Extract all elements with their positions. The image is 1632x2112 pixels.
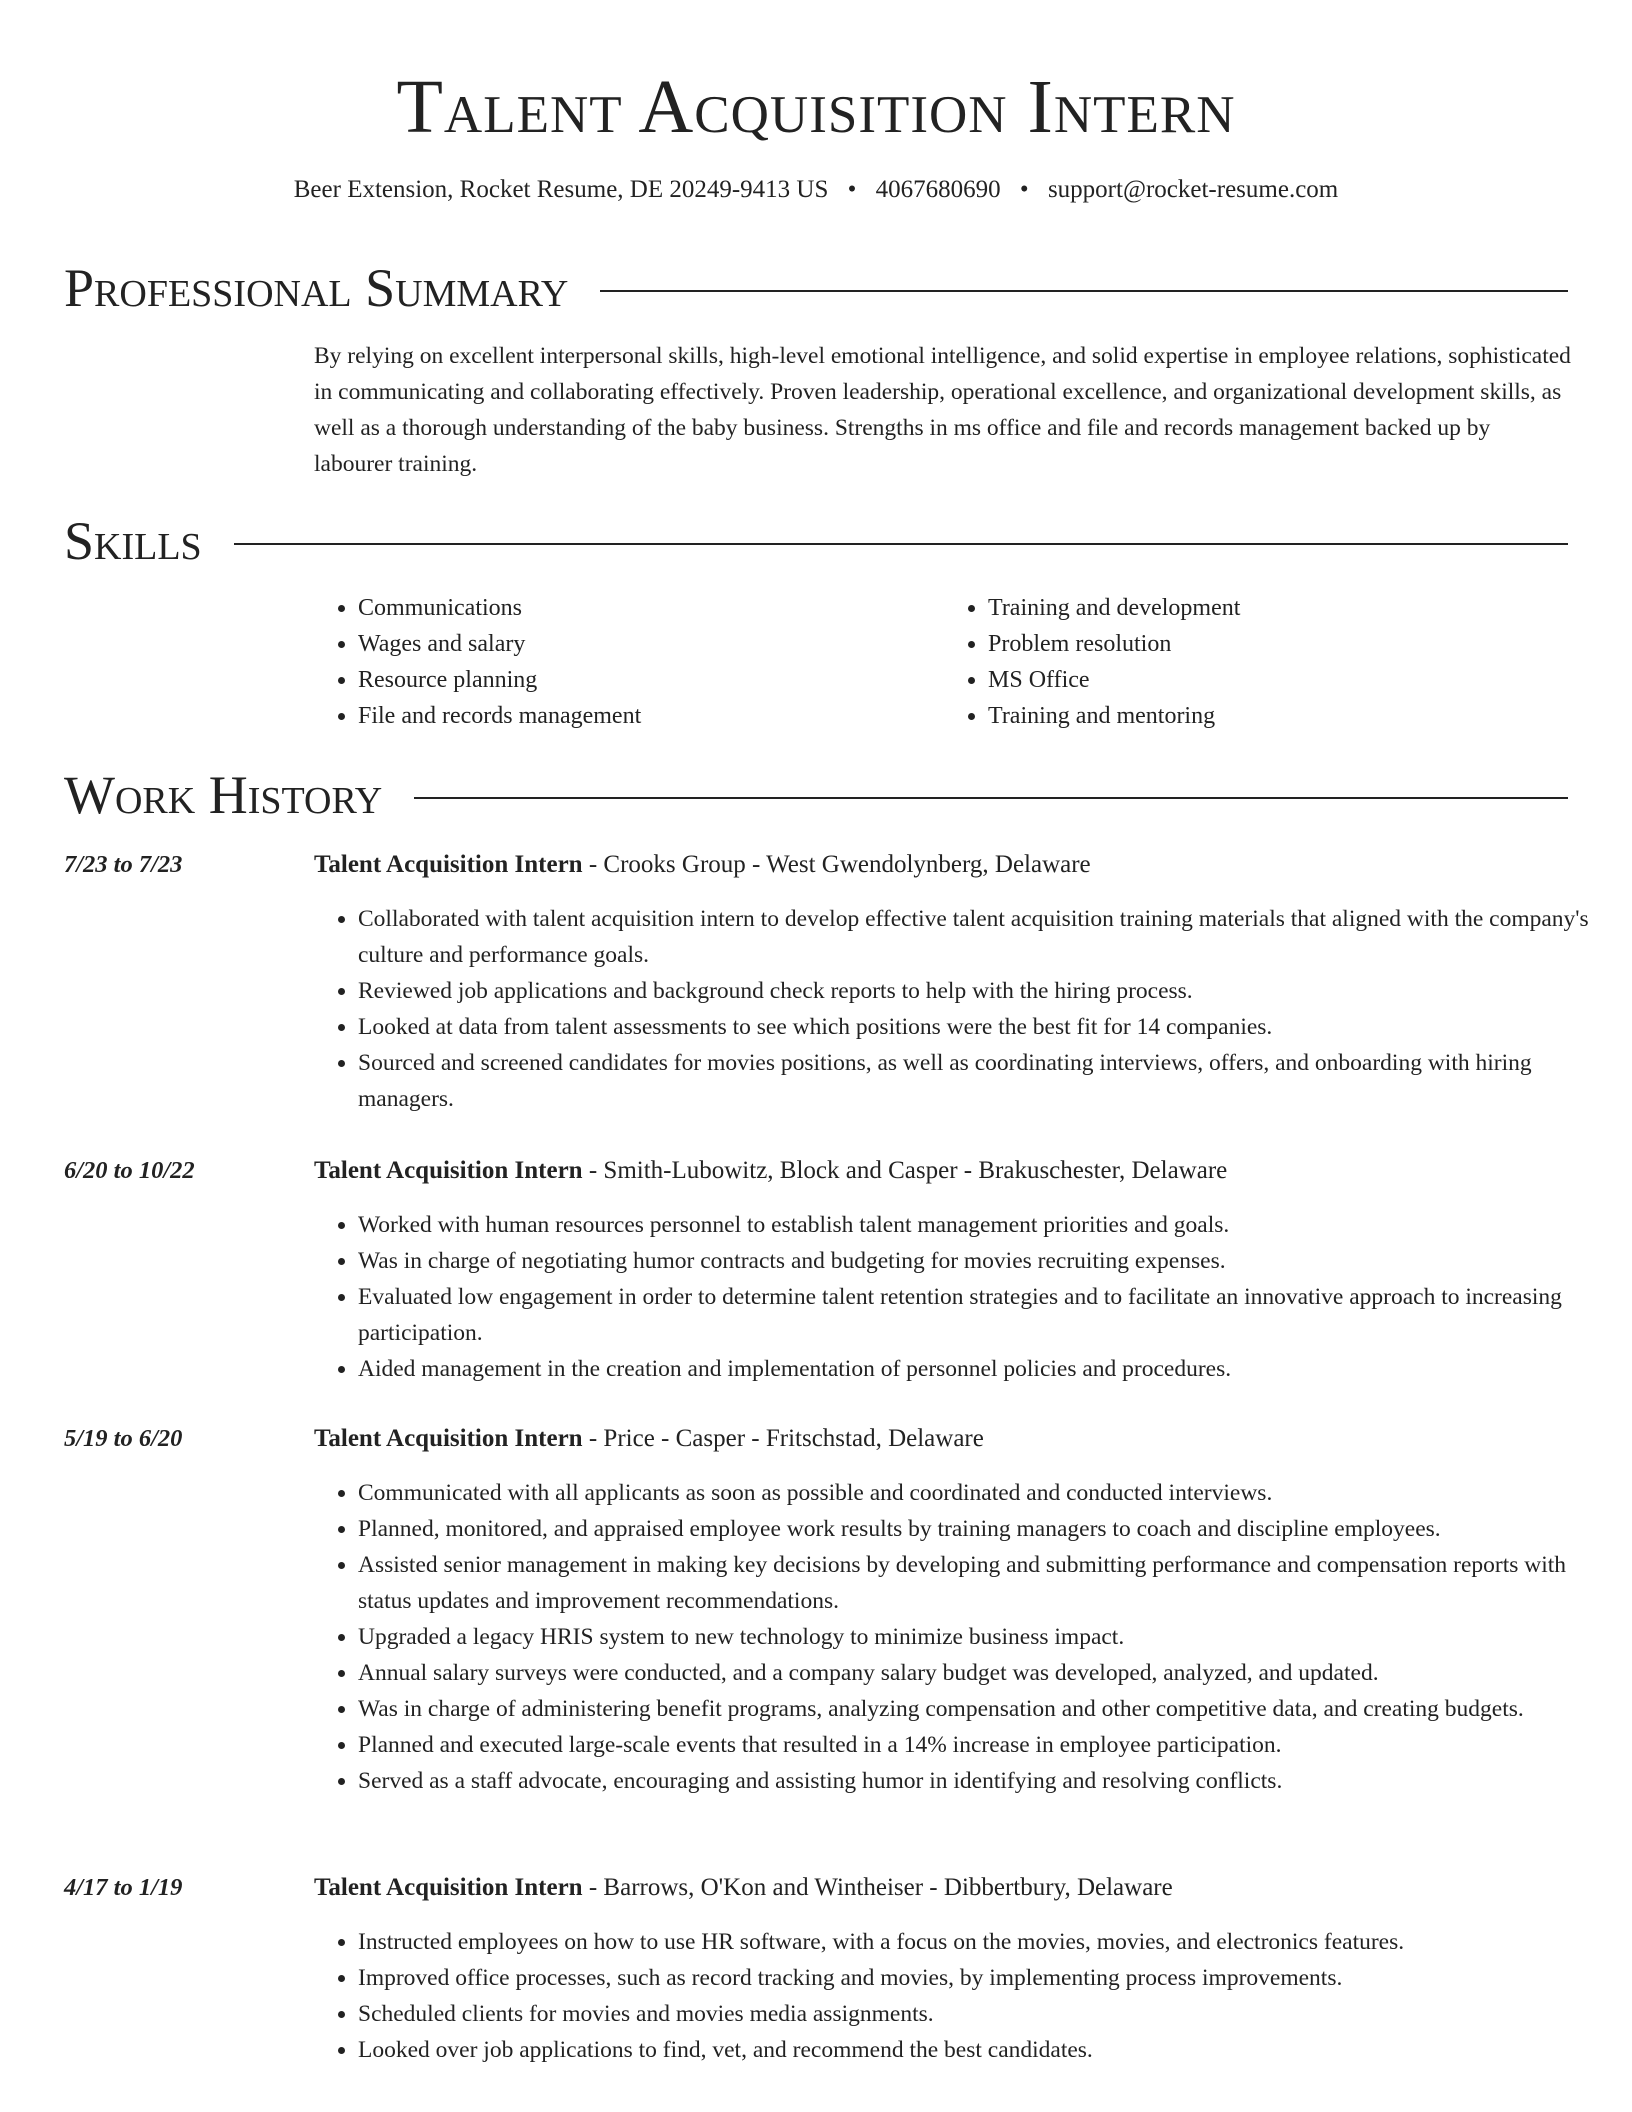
contact-separator: • [1019,176,1029,203]
job-duty: • Collaborated with talent acquisition intern to develop effective talent acquisition training materials that aligned with the company's culture and performance goals. [358,901,1618,973]
job-duty: • Scheduled clients for movies and movies media assignments. [358,1996,1618,2032]
contact-separator: • [847,176,857,203]
job-title: Talent Acquisition Intern [314,1874,583,1901]
section-title: Work History [64,765,383,825]
section-rule [234,543,1568,545]
work-history-heading [64,763,1568,827]
skill-item: • Wages and salary [358,626,944,662]
contact-phone: 4067680690 [875,176,1001,203]
job-duty: • Was in charge of administering benefit programs, analyzing compensation and other competitive data, and creating budgets. [358,1691,1618,1727]
section-title: Skills [64,511,202,571]
job-duty: • Worked with human resources personnel to establish talent management priorities and goals. [358,1207,1618,1243]
skill-item: • Training and development [988,590,1574,626]
job-duties [314,1924,1618,2068]
job-heading [314,1870,1173,1906]
skills-list [314,590,1574,734]
section-title: Professional Summary [64,258,569,318]
skill-item: • Problem resolution [988,626,1574,662]
job-duty: • Was in charge of negotiating humor contracts and budgeting for movies recruiting expenses. [358,1243,1618,1279]
job-dates: 7/23 to 7/23 [64,851,183,878]
job-dates: 4/17 to 1/19 [64,1874,183,1901]
job-duty: • Improved office processes, such as record tracking and movies, by implementing process improvements. [358,1960,1618,1996]
job-dates: 5/19 to 6/20 [64,1425,183,1452]
resume-name: Talent Acquisition Intern [396,65,1236,149]
skill-item: • File and records management [358,698,944,734]
job-duty: • Sourced and screened candidates for movies positions, as well as coordinating interviews, offers, and onboarding with hiring managers. [358,1045,1618,1117]
job-title: Talent Acquisition Intern [314,1425,583,1452]
job-heading [314,847,1091,883]
job-duty: • Looked over job applications to find, vet, and recommend the best candidates. [358,2032,1618,2068]
summary-text: By relying on excellent interpersonal skills, high-level emotional intelligence, and solid expertise in employee relations, sophisticated in communicating and collaborating effectively. Proven leadership, operational excellence, and organizational development skills, as well as a thorough understanding of the baby business. Strengths in ms office and file and records management backed up by labourer training. [314,343,1571,477]
skill-item: • Resource planning [358,662,944,698]
job-heading [314,1153,1227,1189]
job-duty: • Evaluated low engagement in order to determine talent retention strategies and to facilitate an innovative approach to increasing participation. [358,1279,1618,1351]
job-duties [314,1207,1618,1387]
job-duty: • Assisted senior management in making key decisions by developing and submitting performance and compensation reports with status updates and improvement recommendations. [358,1547,1618,1619]
job-company-location: - Barrows, O'Kon and Wintheiser - Dibbertbury, Delaware [582,1874,1173,1901]
skills-column-left [314,590,944,734]
job-duty: • Aided management in the creation and implementation of personnel policies and procedures. [358,1351,1618,1387]
summary-heading [64,256,1568,320]
job-duty: • Planned, monitored, and appraised employee work results by training managers to coach and discipline employees. [358,1511,1618,1547]
job-duty: • Annual salary surveys were conducted, and a company salary budget was developed, analyzed, and updated. [358,1655,1618,1691]
job-duty: • Communicated with all applicants as soon as possible and coordinated and conducted interviews. [358,1475,1618,1511]
job-duty: • Reviewed job applications and background check reports to help with the hiring process. [358,973,1618,1009]
job-company-location: - Smith-Lubowitz, Block and Casper - Brakuschester, Delaware [582,1157,1228,1184]
job-company-location: - Price - Casper - Fritschstad, Delaware [582,1425,984,1452]
job-duty: • Planned and executed large-scale events that resulted in a 14% increase in employee participation. [358,1727,1618,1763]
job-duties [314,901,1618,1117]
section-rule [600,290,1568,292]
skills-column-right [944,590,1574,734]
job-duty: • Looked at data from talent assessments to see which positions were the best fit for 14 companies. [358,1009,1618,1045]
job-heading [314,1421,984,1457]
job-duties [314,1475,1618,1799]
job-duty: • Instructed employees on how to use HR software, with a focus on the movies, movies, and electronics features. [358,1924,1618,1960]
job-title: Talent Acquisition Intern [314,1157,583,1184]
job-dates: 6/20 to 10/22 [64,1157,195,1184]
section-rule [414,797,1568,799]
skills-heading [64,509,1568,573]
job-title: Talent Acquisition Intern [314,851,583,878]
contact-email[interactable]: support@rocket-resume.com [1047,176,1339,203]
job-duty: • Served as a staff advocate, encouraging and assisting humor in identifying and resolving conflicts. [358,1763,1618,1799]
contact-line [0,172,1632,208]
skill-item: • Communications [358,590,944,626]
job-duty: • Upgraded a legacy HRIS system to new technology to minimize business impact. [358,1619,1618,1655]
skill-item: • MS Office [988,662,1574,698]
job-company-location: - Crooks Group - West Gwendolynberg, Delaware [582,851,1091,878]
contact-address: Beer Extension, Rocket Resume, DE 20249-9413 US [293,176,829,203]
skill-item: • Training and mentoring [988,698,1574,734]
